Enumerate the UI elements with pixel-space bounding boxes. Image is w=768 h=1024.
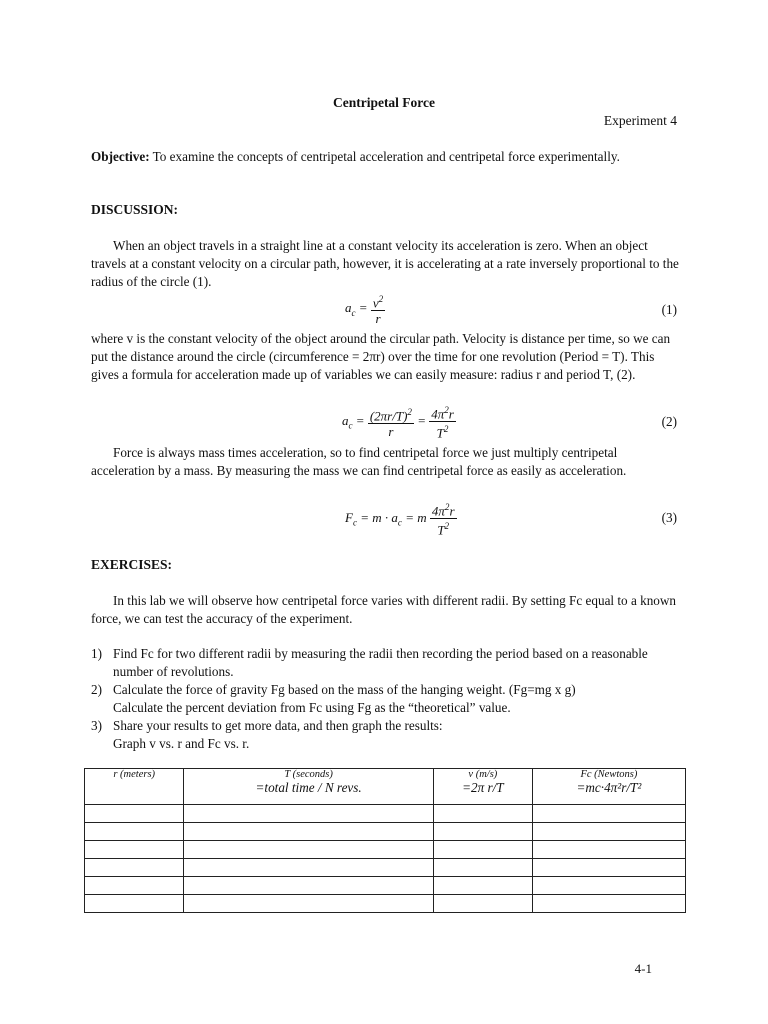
header-v: v (m/s) =2π r/T bbox=[433, 769, 532, 805]
equation-2: $a_c$ = $\frac{(2\pi r/T)^2}{r}$ = $\frac{4\pi^2r}{T^2}$ bbox=[342, 405, 454, 441]
equation-1-number: (1) bbox=[661, 302, 677, 317]
equation-1: $a_c$ = $\frac{v^2}{r}$ bbox=[345, 294, 384, 327]
equation-3: $F_c = m \cdot a_c = m$ $\frac{4\pi^2r}{T^2}$ bbox=[345, 502, 455, 538]
table-row bbox=[85, 859, 686, 877]
list-item: 2) Calculate the force of gravity Fg based on the mass of the hanging weight. (Fg=mg x g) Calculate the percent deviation from Fc using Fg as the “theoretical” value. bbox=[91, 682, 576, 715]
table-header-row bbox=[85, 769, 686, 805]
discussion-paragraph-3: Force is always mass times acceleration, so to find centripetal force we just multiply centripetal acceleration by a mass. By measuring the mass we can find centripetal force as easily as acceleration. bbox=[91, 445, 627, 478]
header-t: T (seconds) =total time / N revs. bbox=[184, 769, 434, 805]
list-item: 3) Share your results to get more data, and then graph the results: Graph v vs. r and Fc vs. r. bbox=[91, 718, 443, 751]
objective-label: Objective: bbox=[91, 149, 150, 164]
list-item: 1) Find Fc for two different radii by measuring the radii then recording the period based on a reasonable number of revolutions. bbox=[91, 646, 648, 679]
header-r: r (meters) bbox=[85, 769, 184, 805]
experiment-label: Experiment 4 bbox=[603, 113, 677, 128]
table-row bbox=[85, 823, 686, 841]
discussion-heading: DISCUSSION: bbox=[91, 202, 179, 217]
discussion-paragraph-1: When an object travels in a straight line at a constant velocity its acceleration is zero. When an object travels at a constant velocity on a circular path, however, it is accelerating at a rate inversely proportional to the radius of the circle (1). bbox=[91, 238, 679, 289]
objective-text: To examine the concepts of centripetal acceleration and centripetal force experimentally. bbox=[152, 149, 620, 164]
data-table bbox=[84, 768, 686, 913]
exercise-list bbox=[91, 645, 691, 753]
equation-3-number: (3) bbox=[661, 510, 677, 525]
table-row bbox=[85, 841, 686, 859]
exercises-intro: In this lab we will observe how centripetal force varies with different radii. By setting Fc equal to a known force, we can test the accuracy of the experiment. bbox=[91, 593, 676, 626]
header-fc: Fc (Newtons) =mc·4π²r/T² bbox=[532, 769, 685, 805]
page-number: 4-1 bbox=[634, 961, 652, 976]
exercises-heading: EXERCISES: bbox=[91, 557, 173, 572]
objective bbox=[91, 148, 681, 166]
equation-2-number: (2) bbox=[661, 414, 677, 429]
table-row bbox=[85, 895, 686, 913]
table-row bbox=[85, 877, 686, 895]
table-row bbox=[85, 805, 686, 823]
discussion-paragraph-2: where v is the constant velocity of the object around the circular path. Velocity is distance per time, so we can put the distance around the circle (circumference = 2πr) over the time for one revolution (Period = T). This gives a formula for acceleration made up of variables we can easily measure: radius r and period T, (2). bbox=[91, 331, 671, 382]
page-title: Centripetal Force bbox=[332, 95, 436, 110]
